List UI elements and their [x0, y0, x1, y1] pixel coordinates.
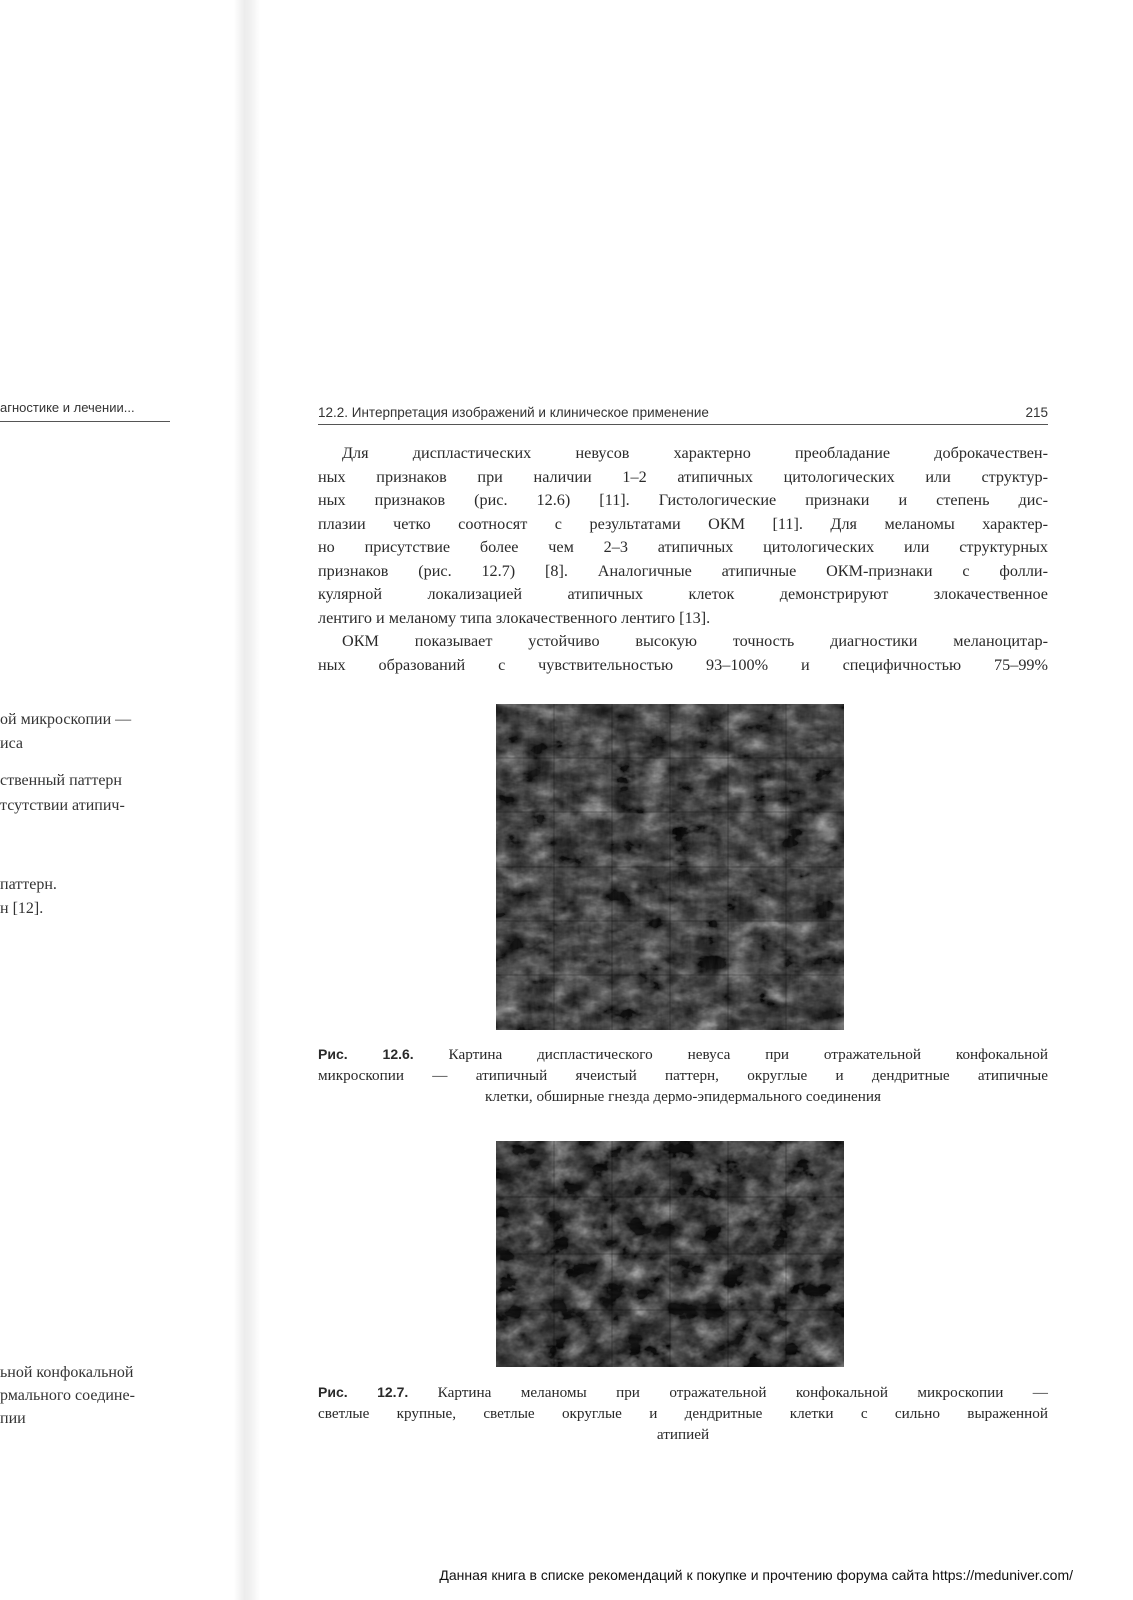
header-rule — [318, 424, 1048, 425]
caption-text: Картина меланомы при отражательной конфокальной микроскопии — — [437, 1384, 1048, 1401]
text-line: ных образований с чувствительностью 93–100% и специфичностью 75–99% — [318, 655, 1048, 674]
left-page-text-line: иса — [0, 735, 23, 752]
caption-line: клетки, обширные гнезда дермо-эпидермального соединения — [485, 1088, 881, 1105]
left-page-fragment — [0, 0, 246, 1600]
left-page-text-line: ьной конфокальной — [0, 1364, 134, 1381]
text-line: плазии четко соотносят с результатами ОКМ [11]. Для меланомы характер- — [318, 514, 1048, 533]
text-line: ных признаков (рис. 12.6) [11]. Гистологические признаки и степень дис- — [318, 491, 1048, 509]
figure-label: Рис. 12.7. — [318, 1384, 409, 1400]
book-gutter-shadow — [234, 0, 260, 1600]
text-line: ных признаков при наличии 1–2 атипичных цитологических или структур- — [318, 467, 1048, 486]
paragraph — [318, 442, 1048, 630]
figure-12-7-image — [496, 1141, 844, 1367]
text-line: лентиго и меланому типа злокачественного лентиго [13]. — [318, 608, 711, 627]
caption-line: атипией — [656, 1426, 710, 1443]
running-head: 12.2. Интерпретация изображений и клиническое применение — [318, 405, 709, 420]
figure-12-6-caption — [318, 1044, 1048, 1107]
caption-line — [318, 1044, 1048, 1065]
caption-text: Картина диспластического невуса при отражательной конфокальной — [448, 1046, 1048, 1063]
text-line: но присутствие более чем 2–3 атипичных цитологических или структурных — [318, 538, 1048, 556]
text-line: ОКМ показывает устойчиво высокую точность диагностики меланоцитар- — [342, 632, 1048, 650]
left-page-running-head: агностике и лечении... — [0, 400, 135, 415]
paragraph — [318, 630, 1048, 677]
text-line: кулярной локализацией атипичных клеток демонстрируют злокачественное — [318, 585, 1048, 603]
figure-label: Рис. 12.6. — [318, 1046, 414, 1062]
left-page-text-line: рмального соедине- — [0, 1387, 135, 1404]
page-number: 215 — [1025, 405, 1048, 420]
left-page-text-line: ственный паттерн — [0, 772, 122, 789]
figure-12-7-caption — [318, 1382, 1048, 1445]
left-page-text-line: паттерн. — [0, 876, 57, 893]
caption-line: микроскопии — атипичный ячеистый паттерн, округлые и дендритные атипичные — [318, 1067, 1048, 1084]
left-page-header-rule — [0, 421, 170, 422]
body-text — [318, 442, 1048, 677]
left-page-text-line: тсутствии атипич- — [0, 797, 125, 814]
left-page-text-line: ой микроскопии — — [0, 711, 132, 728]
figure-12-6-image — [496, 704, 844, 1030]
left-page-text-line: н [12]. — [0, 900, 44, 917]
caption-line: светлые крупные, светлые округлые и дендритные клетки с сильно выраженной — [318, 1405, 1048, 1422]
caption-line — [318, 1382, 1048, 1403]
text-line: признаков (рис. 12.7) [8]. Аналогичные атипичные ОКМ-признаки с фолли- — [318, 561, 1048, 580]
text-line: Для диспластических невусов характерно преобладание доброкачествен- — [342, 444, 1048, 462]
footer-note: Данная книга в списке рекомендаций к покупке и прочтению форума сайта https://meduniver.com/ — [439, 1567, 1073, 1583]
left-page-text-line: пии — [0, 1410, 26, 1427]
